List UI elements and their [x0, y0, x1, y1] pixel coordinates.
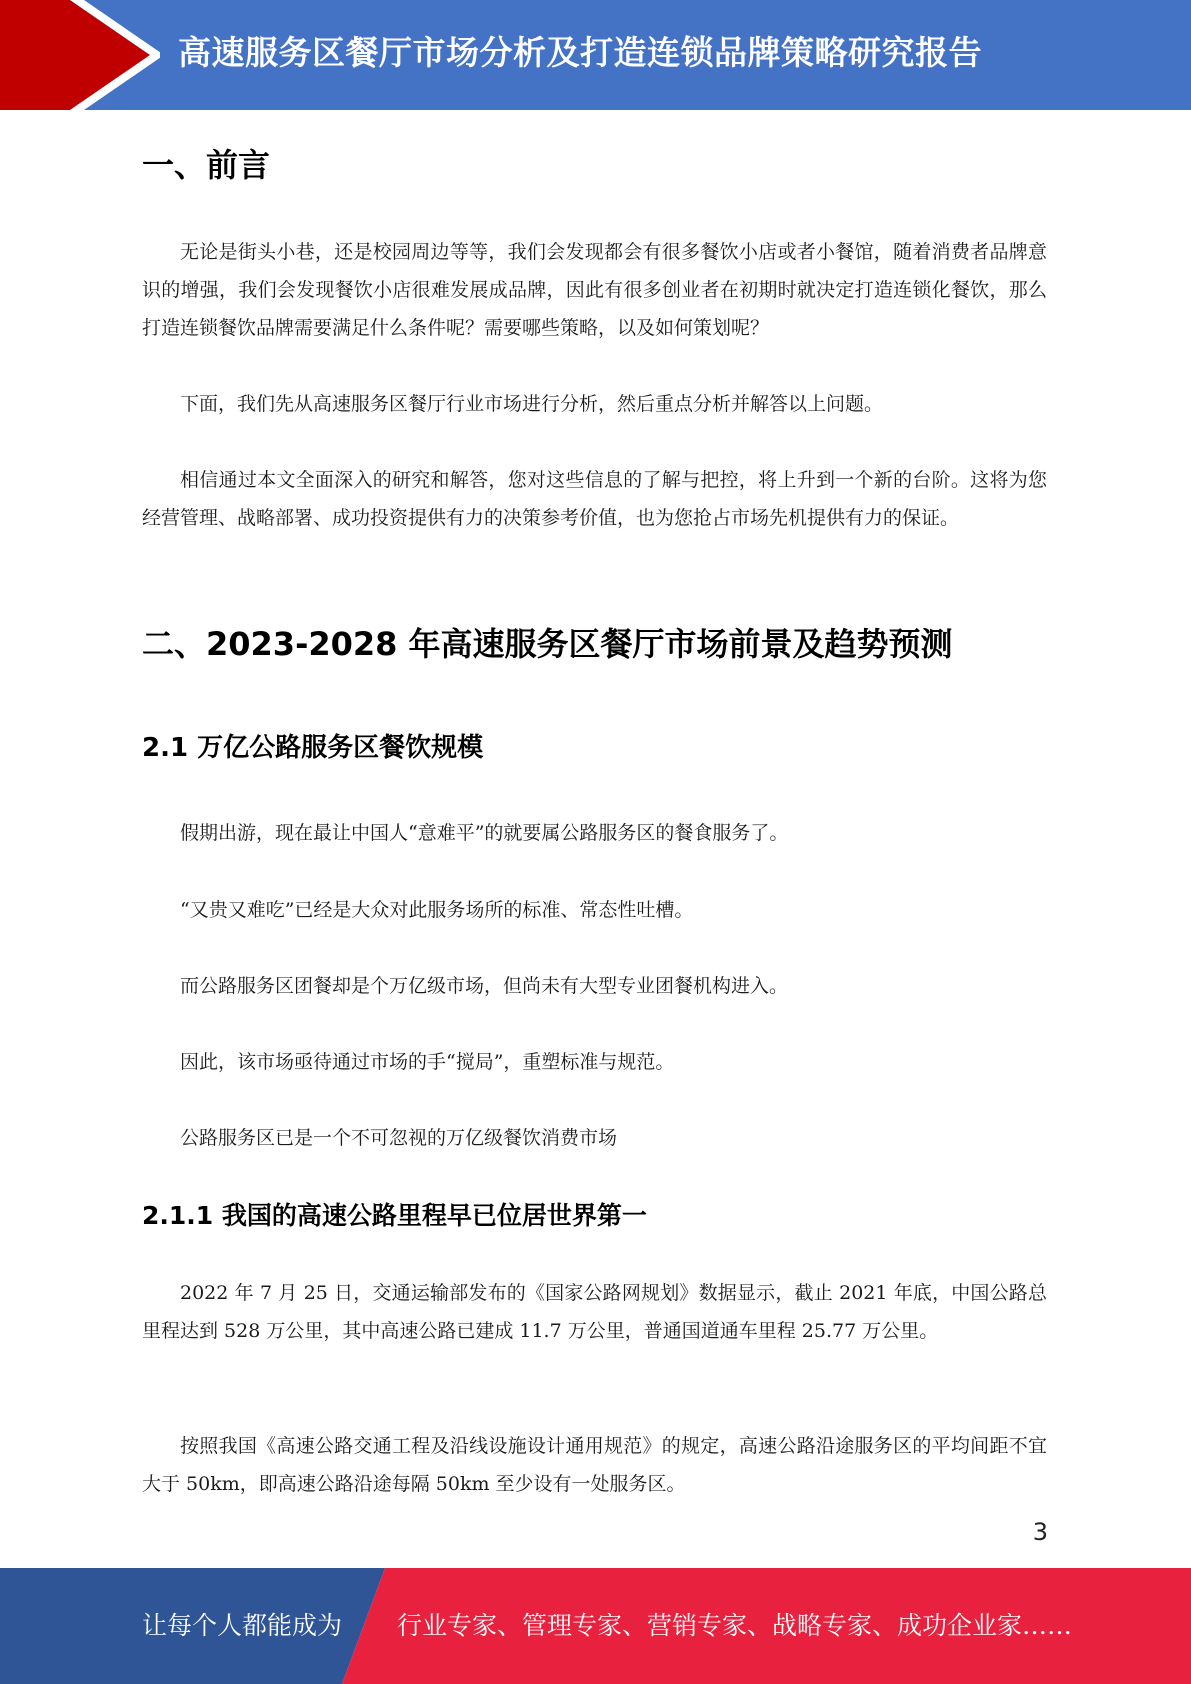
paragraph: 相信通过本文全面深入的研究和解答，您对这些信息的了解与把控，将上升到一个新的台阶。这将为您经营管理、战略部署、成功投资提供有力的决策参考价值，也为您抢占市场先机提供有力的保证。 — [142, 469, 1047, 529]
header-band — [0, 0, 1191, 110]
paragraph: 而公路服务区团餐却是个万亿级市场，但尚未有大型专业团餐机构进入。 — [180, 975, 789, 997]
section-heading-forecast: 二、2023-2028 年高速服务区餐厅市场前景及趋势预测 — [142, 625, 953, 663]
header-arrow-icon — [0, 0, 160, 110]
paragraph: 假期出游，现在最让中国人“意难平”的就要属公路服务区的餐食服务了。 — [180, 822, 789, 844]
footer-slogan-left: 让每个人都能成为 — [142, 1611, 343, 1640]
subsection-heading-2-1: 2.1 万亿公路服务区餐饮规模 — [142, 733, 484, 763]
subsection-heading-2-1-1: 2.1.1 我国的高速公路里程早已位居世界第一 — [142, 1201, 647, 1230]
page-number: 3 — [1032, 1518, 1048, 1546]
paragraph: 因此，该市场亟待通过市场的手“搅局”，重塑标准与规范。 — [180, 1051, 675, 1073]
paragraph: 下面，我们先从高速服务区餐厅行业市场进行分析，然后重点分析并解答以上问题。 — [180, 393, 884, 415]
section-heading-preface: 一、前言 — [142, 146, 271, 184]
paragraph: 2022 年 7 月 25 日，交通运输部发布的《国家公路网规划》数据显示，截止 2021 年底，中国公路总里程达到 528 万公里，其中高速公路已建成 11.7 万公里，普通国道通车里程 25.77 万公里。 — [142, 1282, 1047, 1342]
report-title: 高速服务区餐厅市场分析及打造连锁品牌策略研究报告 — [178, 33, 982, 72]
paragraph: 按照我国《高速公路交通工程及沿线设施设计通用规范》的规定，高速公路沿途服务区的平均间距不宜大于 50km，即高速公路沿途每隔 50km 至少设有一处服务区。 — [142, 1435, 1047, 1495]
paragraph: “又贵又难吃”已经是大众对此服务场所的标准、常态性吐槽。 — [180, 899, 694, 921]
paragraph: 公路服务区已是一个不可忽视的万亿级餐饮消费市场 — [180, 1127, 618, 1149]
paragraph: 无论是街头小巷，还是校园周边等等，我们会发现都会有很多餐饮小店或者小餐馆，随着消费者品牌意识的增强，我们会发现餐饮小店很难发展成品牌，因此有很多创业者在初期时就决定打造连锁化餐饮，那么打造连锁餐饮品牌需要满足什么条件呢？需要哪些策略，以及如何策划呢？ — [142, 241, 1047, 339]
footer-slogan-right: 行业专家、管理专家、营销专家、战略专家、成功企业家…… — [397, 1611, 1073, 1640]
footer-band — [0, 1568, 1191, 1684]
